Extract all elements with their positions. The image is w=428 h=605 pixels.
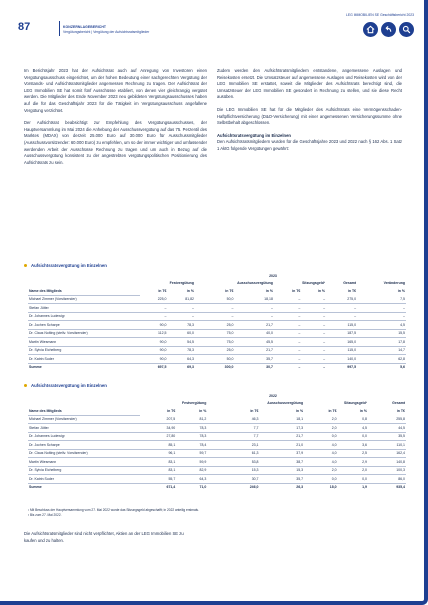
caption-text: Aufsichtsratsvergütung im Einzelnen — [31, 383, 107, 388]
value-cell: – — [195, 304, 234, 313]
member-name: Summe — [28, 483, 140, 491]
unit-header: in % — [359, 409, 367, 413]
value-cell: 4,0 — [304, 449, 338, 458]
table-row — [28, 338, 406, 347]
value-cell: 100,3 — [368, 466, 406, 475]
value-cell: 26,3 — [260, 483, 305, 491]
value-cell: 140,0 — [326, 355, 357, 364]
value-cell: 18,18 — [234, 295, 274, 304]
member-name: Michael Zimmer (Vorsitzender) — [28, 295, 140, 304]
paragraph: Im Berichtsjahr 2023 hat der Aufsichtsrat auch auf Anregung von Investoren einen Vergütungsausschuss eingerichtet, um der hohen Bedeutung einer sachgerechten Vergütung der Vorstands- und Aufsichtsratsmitglieder angemessen Rechnung zu tragen. Der Aufsichtsrat der LEG Immobilien SE hat somit fünf Ausschüsse etabliert, von denen vier gleichrangig vergütet werden. Die Mitglieder des Ende November 2023 neu gebildeten Vergütungsausschusses haben auf die für das Geschäftsjahr 2023 für die Tätigkeit im Vergütungsausschuss angefallene Vergütung verzichtet. — [24, 68, 207, 113]
member-name: Stefan Jütte² — [28, 424, 140, 433]
bullet-icon — [24, 384, 27, 387]
unit-header: in T€ — [250, 409, 259, 413]
value-cell: 78,3 — [167, 346, 194, 355]
value-cell: 90,0 — [140, 355, 167, 364]
value-cell: 82,9 — [176, 466, 207, 475]
value-cell: 7,5 — [357, 295, 406, 304]
right-column — [217, 68, 402, 159]
value-cell: 27,80 — [140, 432, 176, 441]
table-2022 — [28, 392, 406, 491]
empty-cell — [28, 280, 140, 288]
member-name: Dr. Claus Nolting (stellv. Vorsitzender) — [28, 449, 140, 458]
name-header: Name des Mitglieds — [28, 287, 140, 295]
value-cell: 90,0 — [140, 338, 167, 347]
paragraph: Der Aufsichtsrat beabsichtigt zur Empfehlung des Vergütungsausschusses, der Hauptversammlung im Mai 2024 die Anhebung der Ausschussvergütung auf das 75. Perzentil des Marktes (MDAX) von derzeit 25.000 Euro auf 30.000 Euro für Ausschussmitglieder (Ausschussvorsitzender: 60.000 Euro) zu empfehlen, um so der immer wichtiger und umfassender werdenden Arbeit der Ausschüsse Rechnung zu tragen und um auch in Bezug auf die Ausschussvergütung konsistent zu der angestrebten vergütungspolitischen Positionierung des Aufsichtsrats zu sein. — [24, 120, 207, 165]
value-cell: 165,0 — [326, 338, 357, 347]
value-cell: – — [301, 346, 326, 355]
value-cell: – — [234, 312, 274, 321]
value-cell: 2,0 — [304, 424, 338, 433]
value-cell: 17,8 — [357, 338, 406, 347]
value-cell: – — [274, 355, 301, 364]
value-cell: 115,0 — [326, 346, 357, 355]
value-cell: – — [357, 304, 406, 313]
member-name: Dr. Sylvia Eichelberg — [28, 346, 140, 355]
value-cell: 18,1 — [260, 415, 305, 424]
value-cell: 1,9 — [338, 483, 368, 491]
group-header: Ausschussvergütung — [237, 281, 273, 286]
value-cell: 38,7 — [260, 458, 305, 467]
value-cell: 64,3 — [167, 355, 194, 364]
value-cell: 21,7 — [234, 346, 274, 355]
table-row — [28, 415, 406, 424]
value-cell: 64,3 — [176, 475, 207, 484]
value-cell: 935,4 — [368, 483, 406, 491]
empty-cell — [28, 272, 140, 280]
value-cell: 112,5 — [140, 329, 167, 338]
member-name: Dr. Sylvia Eichelberg — [28, 466, 140, 475]
group-header: Gesamt — [392, 401, 405, 406]
unit-header: in % — [317, 289, 326, 293]
value-cell: 255,8 — [368, 415, 406, 424]
value-cell: 50,0 — [195, 295, 234, 304]
unit-header: in T€ — [396, 409, 405, 413]
value-cell: – — [274, 295, 301, 304]
value-cell: 25,0 — [195, 346, 234, 355]
group-header: Sitzungsgeld¹ — [302, 281, 326, 286]
value-cell: 35,5 — [368, 432, 406, 441]
value-cell: 15,5 — [357, 329, 406, 338]
value-cell: 300,0 — [195, 363, 234, 371]
value-cell: 60,0 — [167, 329, 194, 338]
value-cell: – — [301, 304, 326, 313]
table-2022-caption — [24, 383, 107, 388]
unit-header: in % — [265, 289, 273, 293]
value-cell: 59,9 — [176, 458, 207, 467]
paragraph: Die LEG Immobilien SE hat für die Mitglieder des Aufsichtsrats eine Vermögensschaden-Haftpflichtversicherung (D&O-Versicherung) mit einer angemessenen Versicherungssumme ohne Selbstbehalt abgeschlossen. — [217, 106, 402, 126]
value-cell: 0,0 — [304, 475, 338, 484]
value-cell: – — [326, 312, 357, 321]
value-cell: 55,7 — [140, 475, 176, 484]
value-cell: – — [301, 338, 326, 347]
value-cell: 78,4 — [176, 441, 207, 450]
unit-header: in T€ — [347, 289, 357, 293]
group-header: Festvergütung — [169, 281, 194, 286]
sum-row — [28, 363, 406, 371]
group-header: Festvergütung — [182, 401, 207, 406]
member-name: Dr. Johannes Ludewig² — [28, 432, 140, 441]
value-cell: 18,0 — [304, 483, 338, 491]
value-cell: 275,0 — [326, 295, 357, 304]
value-cell: – — [301, 312, 326, 321]
table-year: 2022 — [269, 393, 277, 398]
value-cell: 14,7 — [357, 346, 406, 355]
page-number: 87 — [18, 21, 31, 33]
value-cell: – — [274, 338, 301, 347]
value-cell: – — [326, 304, 357, 313]
empty-cell — [28, 400, 140, 408]
value-cell: 90,0 — [140, 346, 167, 355]
unit-header: in % — [295, 409, 304, 413]
paragraph: Den Aufsichtsratsmitgliedern wurden für die Geschäftsjahre 2023 und 2022 nach § 162 Abs. 1 Satz 1 AktG folgende Vergütungen gewährt: — [217, 139, 402, 151]
member-name: Summe — [28, 363, 140, 371]
value-cell: 2,0 — [304, 466, 338, 475]
table-2023-caption — [24, 263, 107, 268]
table-row — [28, 312, 406, 321]
value-cell: 2,9 — [338, 458, 368, 467]
member-name: Martin Wiesmann — [28, 338, 140, 347]
page-header — [18, 12, 414, 44]
unit-header: in T€ — [167, 409, 176, 413]
section-title: KONZERNLAGEBERICHT — [63, 25, 107, 29]
member-name: Dr. Claus Nolting (stellv. Vorsitzender) — [28, 329, 140, 338]
value-cell: 0,8 — [338, 415, 368, 424]
value-cell: – — [274, 321, 301, 330]
caption-text: Aufsichtsratsvergütung im Einzelnen — [31, 263, 107, 268]
value-cell: 671,4 — [140, 483, 176, 491]
footnote: ² Bis zum 27. Mai 2022. — [28, 513, 62, 517]
value-cell: 90,0 — [140, 321, 167, 330]
member-name: Michael Zimmer (Vorsitzender) — [28, 415, 140, 424]
value-cell: 81,82 — [167, 295, 194, 304]
table-row — [28, 346, 406, 355]
value-cell: 96,1 — [140, 449, 176, 458]
value-cell: 34,90 — [140, 424, 176, 433]
value-cell: 37,9 — [260, 449, 305, 458]
unit-header: in T€ — [292, 289, 301, 293]
value-cell: – — [195, 312, 234, 321]
value-cell: 69,3 — [167, 363, 194, 371]
footnote: ¹ Mit Beschluss der Hauptversammlung vom 27. Mai 2022 wurde das Sitzungsgeld abgeschafft; in 2022 anteilig erstmals. — [28, 508, 199, 512]
table-row — [28, 458, 406, 467]
value-cell: 3,6 — [338, 441, 368, 450]
nav-icons — [363, 22, 414, 37]
unit-header: in % — [397, 289, 405, 293]
back-icon[interactable] — [381, 22, 396, 37]
value-cell: 85,1 — [140, 441, 176, 450]
value-cell: 225,0 — [140, 295, 167, 304]
empty-cell — [28, 392, 140, 400]
value-cell: 4,5 — [357, 321, 406, 330]
value-cell: 140,8 — [368, 458, 406, 467]
group-header: Ausschussvergütung — [267, 401, 304, 406]
table-2023 — [28, 272, 406, 371]
member-name: Dr. Katrin Suder — [28, 355, 140, 364]
member-name: Stefan Jütte² — [28, 304, 140, 313]
value-cell: – — [274, 312, 301, 321]
value-cell: 81,2 — [176, 415, 207, 424]
value-cell: 25,0 — [195, 321, 234, 330]
table-year: 2023 — [269, 273, 277, 278]
value-cell: 83,1 — [140, 458, 176, 467]
value-cell: 187,5 — [326, 329, 357, 338]
table-row — [28, 355, 406, 364]
report-title: LEG IMMOBILIEN SE Geschäftsbericht 2023 — [345, 13, 414, 17]
unit-header: in T€ — [328, 409, 337, 413]
value-cell: 71,0 — [176, 483, 207, 491]
value-cell: – — [167, 304, 194, 313]
value-cell: 78,3 — [176, 424, 207, 433]
search-icon[interactable] — [399, 22, 414, 37]
value-cell: 61,3 — [207, 449, 259, 458]
value-cell: 17,3 — [260, 424, 305, 433]
table-row — [28, 304, 406, 313]
value-cell: 4,0 — [304, 441, 338, 450]
group-header: Sitzungsgeld¹ — [344, 401, 367, 406]
value-cell: 30,7 — [207, 475, 259, 484]
value-cell: – — [274, 304, 301, 313]
value-cell: – — [234, 304, 274, 313]
value-cell: 21,0 — [260, 441, 305, 450]
value-cell: 53,8 — [207, 458, 259, 467]
unit-header: in % — [199, 409, 207, 413]
value-cell: – — [274, 346, 301, 355]
table-row — [28, 441, 406, 450]
sum-row — [28, 483, 406, 491]
value-cell: 15,3 — [207, 466, 259, 475]
member-name: Dr. Katrin Suder — [28, 475, 140, 484]
value-cell: – — [140, 312, 167, 321]
name-header: Name des Mitglieds — [28, 407, 140, 415]
value-cell: – — [301, 329, 326, 338]
value-cell: 5,6 — [357, 363, 406, 371]
member-name: Dr. Johannes Ludewig² — [28, 312, 140, 321]
value-cell: 2,5 — [338, 449, 368, 458]
value-cell: 35,7 — [234, 355, 274, 364]
value-cell: 83,1 — [140, 466, 176, 475]
value-cell: 59,7 — [176, 449, 207, 458]
bullet-icon — [24, 264, 27, 267]
value-cell: 35,7 — [260, 475, 305, 484]
value-cell: 697,5 — [140, 363, 167, 371]
value-cell: 7,7 — [207, 432, 259, 441]
group-header: Veränderung — [383, 281, 405, 286]
value-cell: 40,0 — [234, 329, 274, 338]
value-cell: 75,0 — [195, 329, 234, 338]
value-cell: 78,3 — [167, 321, 194, 330]
value-cell: 162,4 — [368, 449, 406, 458]
value-cell: 0,0 — [338, 432, 368, 441]
value-cell: 0,0 — [304, 432, 338, 441]
value-cell: 30,7 — [234, 363, 274, 371]
value-cell: 54,5 — [167, 338, 194, 347]
value-cell: 207,5 — [140, 415, 176, 424]
value-cell: – — [357, 312, 406, 321]
unit-header: in T€ — [158, 289, 167, 293]
group-header: Gesamt — [343, 281, 357, 286]
value-cell: – — [167, 312, 194, 321]
header-divider — [59, 21, 60, 36]
subheading: Aufsichtsratsvergütung im Einzelnen — [217, 132, 291, 138]
value-cell: 2,0 — [338, 466, 368, 475]
value-cell: 78,3 — [176, 432, 207, 441]
value-cell: 23,1 — [207, 441, 259, 450]
table-row — [28, 295, 406, 304]
unit-header: in T€ — [225, 289, 234, 293]
value-cell: 15,3 — [260, 466, 305, 475]
footnotes — [28, 508, 199, 518]
value-cell: 2,0 — [304, 415, 338, 424]
value-cell: 44,5 — [368, 424, 406, 433]
value-cell: – — [274, 329, 301, 338]
closing-paragraph: Die Aufsichtsratsmitglieder sind nicht verpflichtet, Aktien an der LEG Immobilien SE zu kaufen und zu halten. — [24, 531, 184, 543]
value-cell: – — [274, 363, 301, 371]
value-cell: 86,0 — [368, 475, 406, 484]
value-cell: 46,3 — [207, 415, 259, 424]
value-cell: – — [140, 304, 167, 313]
member-name: Martin Wiesmann — [28, 458, 140, 467]
table-row — [28, 424, 406, 433]
member-name: Dr. Jochen Scharpe — [28, 441, 140, 450]
value-cell: 997,5 — [326, 363, 357, 371]
value-cell: 50,0 — [195, 355, 234, 364]
value-cell: 4,0 — [304, 458, 338, 467]
left-column — [24, 68, 207, 172]
value-cell: – — [301, 363, 326, 371]
value-cell: 21,7 — [260, 432, 305, 441]
table-row — [28, 475, 406, 484]
paragraph: Zudem werden den Aufsichtsratsmitgliedern entstandene, angemessene Auslagen und Reisekosten ersetzt. Die Umsatzsteuer auf angemessene Auslagen und Reisekosten wird von der LEG Immobilien SE erstattet, soweit die Mitglieder des Aufsichtsrats berechtigt sind, die Umsatzsteuer der LEG Immobilien SE gesondert in Rechnung zu stellen, und sie diese Recht ausüben. — [217, 68, 402, 100]
table-row — [28, 449, 406, 458]
value-cell: 110,1 — [368, 441, 406, 450]
value-cell: 4,5 — [338, 424, 368, 433]
value-cell: 62,8 — [357, 355, 406, 364]
table-row — [28, 432, 406, 441]
table-row — [28, 466, 406, 475]
table-row — [28, 329, 406, 338]
value-cell: – — [301, 355, 326, 364]
value-cell: 7,7 — [207, 424, 259, 433]
unit-header: in % — [186, 289, 194, 293]
value-cell: – — [301, 321, 326, 330]
subsection-title: Vergütungsbericht | Vergütung der Aufsichtsratsmitglieder — [63, 30, 150, 34]
value-cell: – — [301, 295, 326, 304]
member-name: Dr. Jochen Scharpe — [28, 321, 140, 330]
value-cell: 45,5 — [234, 338, 274, 347]
table-row — [28, 321, 406, 330]
value-cell: 75,0 — [195, 338, 234, 347]
value-cell: 246,0 — [207, 483, 259, 491]
value-cell: 21,7 — [234, 321, 274, 330]
home-icon[interactable] — [363, 22, 378, 37]
value-cell: 0,0 — [338, 475, 368, 484]
value-cell: 115,0 — [326, 321, 357, 330]
